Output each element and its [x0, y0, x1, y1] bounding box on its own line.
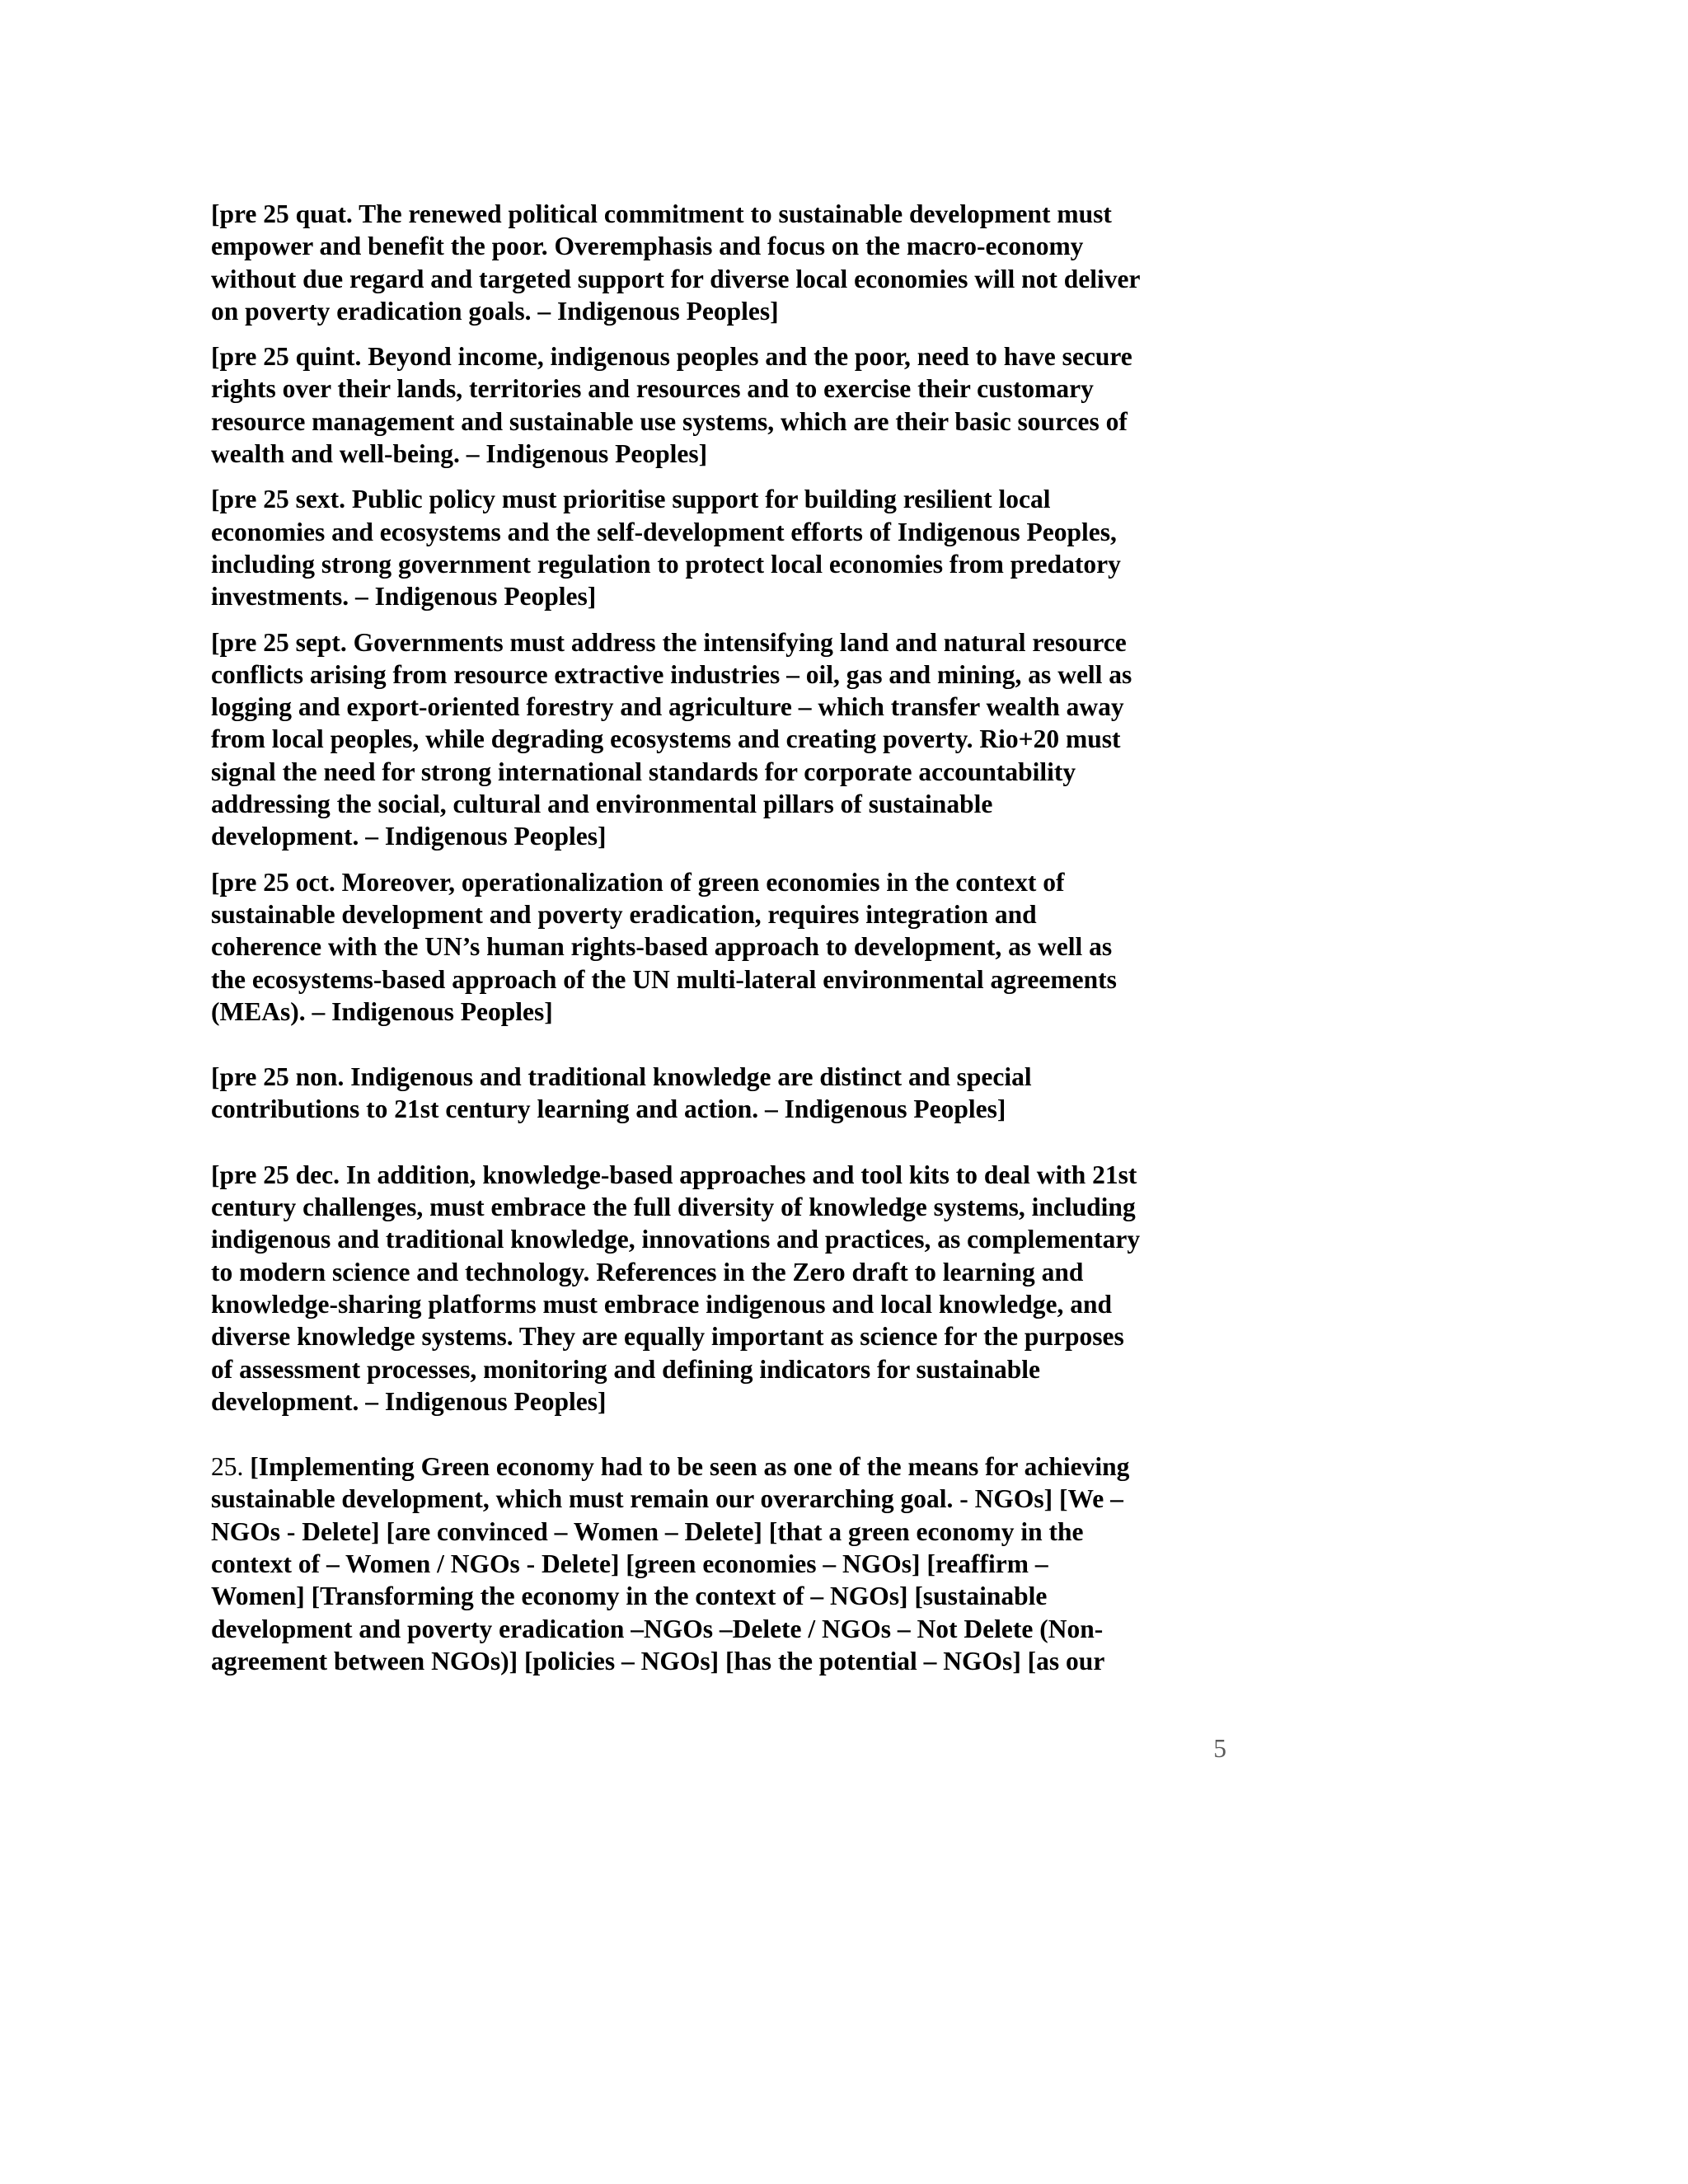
text-line: [pre 25 sept. Governments must address the intensifying land and natural resource: [211, 627, 1127, 657]
text-line: [Implementing Green economy had to be seen as one of the means for achieving: [250, 1452, 1130, 1482]
text-line: diverse knowledge systems. They are equally important as science for the purposes: [211, 1322, 1124, 1352]
paragraph-25: [211, 1451, 1221, 1677]
text-line: [pre 25 quint. Beyond income, indigenous peoples and the poor, need to have secure: [211, 342, 1132, 372]
text-line: including strong government regulation to protect local economies from predatory: [211, 549, 1121, 579]
text-line: on poverty eradication goals. – Indigenous Peoples]: [211, 296, 779, 326]
text-line: indigenous and traditional knowledge, innovations and practices, as complementary: [211, 1225, 1141, 1254]
text-line: wealth and well-being. – Indigenous Peoples]: [211, 439, 708, 469]
text-line: sustainable development, which must remain our overarching goal. - NGOs] [We –: [211, 1484, 1123, 1514]
text-line: logging and export-oriented forestry and agriculture – which transfer wealth away: [211, 692, 1124, 722]
text-line: addressing the social, cultural and environmental pillars of sustainable: [211, 790, 993, 819]
text-line: from local peoples, while degrading ecosystems and creating poverty. Rio+20 must: [211, 724, 1121, 754]
body-text: [211, 198, 1221, 1677]
paragraph-number: 25.: [211, 1452, 244, 1482]
text-line: contributions to 21st century learning and action. – Indigenous Peoples]: [211, 1094, 1006, 1124]
text-line: of assessment processes, monitoring and defining indicators for sustainable: [211, 1354, 1041, 1384]
paragraph-pre-25-quat: [211, 198, 1221, 327]
text-line: [pre 25 sext. Public policy must prioritise support for building resilient local: [211, 485, 1051, 514]
paragraph-pre-25-quint: [211, 340, 1221, 470]
text-line: [pre 25 dec. In addition, knowledge-based approaches and tool kits to deal with 21st: [211, 1160, 1137, 1189]
text-line: economies and ecosystems and the self-development efforts of Indigenous Peoples,: [211, 517, 1117, 546]
paragraph-pre-25-sept: [211, 626, 1221, 853]
text-line: conflicts arising from resource extractive industries – oil, gas and mining, as well as: [211, 659, 1132, 689]
text-line: [pre 25 quat. The renewed political commitment to sustainable development must: [211, 199, 1112, 228]
text-line: context of – Women / NGOs - Delete] [green economies – NGOs] [reaffirm –: [211, 1549, 1048, 1578]
text-line: (MEAs). – Indigenous Peoples]: [211, 996, 553, 1026]
text-line: rights over their lands, territories and resources and to exercise their customary: [211, 374, 1094, 404]
page-number: 5: [1213, 1734, 1226, 1763]
text-line: without due regard and targeted support for diverse local economies will not deliver: [211, 264, 1141, 293]
text-line: to modern science and technology. References in the Zero draft to learning and: [211, 1257, 1084, 1286]
text-line: agreement between NGOs)] [policies – NGOs] [has the potential – NGOs] [as our: [211, 1646, 1105, 1675]
text-line: [pre 25 oct. Moreover, operationalization of green economies in the context of: [211, 867, 1065, 897]
text-line: Women] [Transforming the economy in the context of – NGOs] [sustainable: [211, 1582, 1048, 1611]
text-line: signal the need for strong international standards for corporate accountability: [211, 757, 1076, 786]
paragraph-pre-25-sext: [211, 483, 1221, 612]
text-line: development. – Indigenous Peoples]: [211, 822, 607, 851]
text-line: coherence with the UN’s human rights-based approach to development, as well as: [211, 932, 1113, 962]
text-line: investments. – Indigenous Peoples]: [211, 582, 597, 612]
text-line: century challenges, must embrace the full diversity of knowledge systems, including: [211, 1193, 1136, 1222]
paragraph-pre-25-dec: [211, 1159, 1221, 1418]
text-line: resource management and sustainable use systems, which are their basic sources of: [211, 406, 1128, 436]
text-line: knowledge-sharing platforms must embrace indigenous and local knowledge, and: [211, 1289, 1112, 1319]
paragraph-pre-25-oct: [211, 866, 1221, 1028]
text-line: development and poverty eradication –NGOs –Delete / NGOs – Not Delete (Non-: [211, 1614, 1104, 1643]
text-line: [pre 25 non. Indigenous and traditional knowledge are distinct and special: [211, 1062, 1032, 1092]
text-line: empower and benefit the poor. Overemphasis and focus on the macro-economy: [211, 232, 1084, 261]
text-line: sustainable development and poverty eradication, requires integration and: [211, 899, 1037, 929]
text-line: NGOs - Delete] [are convinced – Women – Delete] [that a green economy in the: [211, 1516, 1084, 1546]
paragraph-pre-25-non: [211, 1061, 1221, 1126]
text-line: development. – Indigenous Peoples]: [211, 1386, 607, 1416]
text-line: the ecosystems-based approach of the UN multi-lateral environmental agreements: [211, 964, 1117, 994]
